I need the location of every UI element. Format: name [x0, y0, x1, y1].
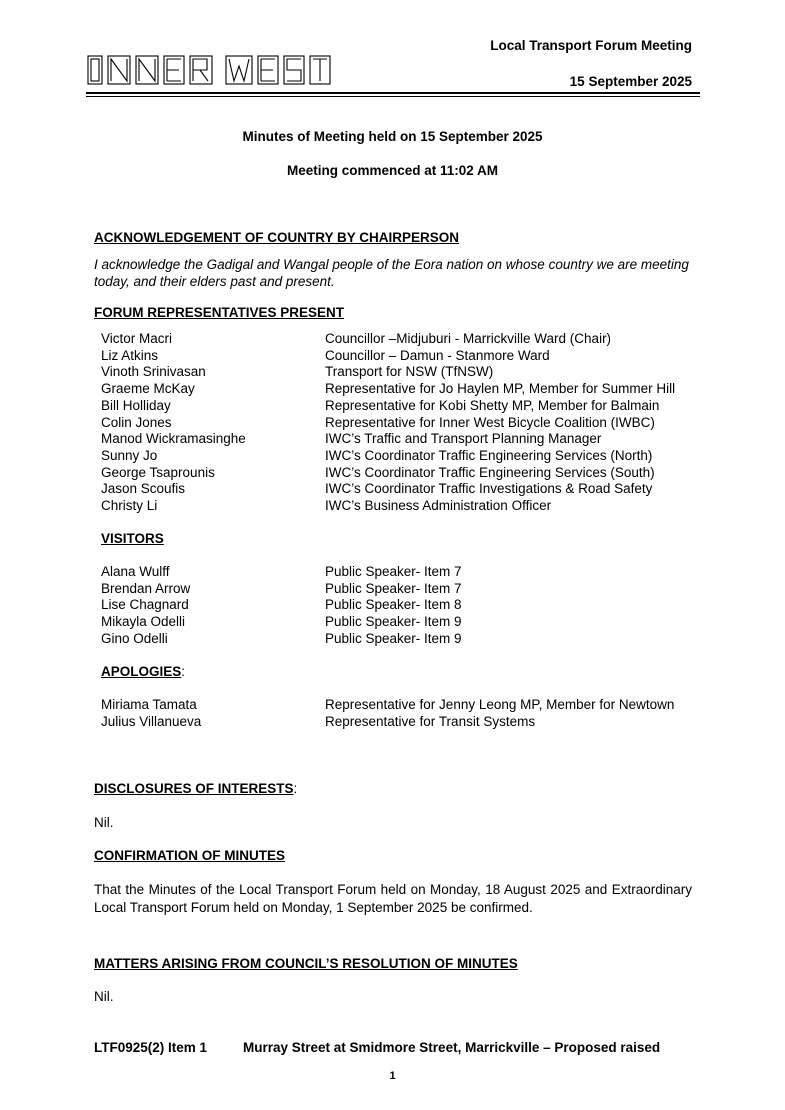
acknowledgement-heading: ACKNOWLEDGEMENT OF COUNTRY BY CHAIRPERSON [94, 230, 460, 245]
attendee-role: IWC’s Coordinator Traffic Engineering Services (North) [325, 447, 653, 463]
attendee-role: IWC’s Traffic and Transport Planning Manager [325, 431, 602, 447]
attendee-name: Sunny Jo [101, 447, 158, 463]
table-row [101, 564, 462, 581]
header-date: 15 September 2025 [569, 74, 692, 89]
table-row [101, 398, 675, 415]
attendee-role: Representative for Jo Haylen MP, Member for Summer Hill [325, 381, 676, 397]
table-row [101, 381, 675, 398]
disclosures-text: Nil. [94, 815, 114, 830]
confirmation-text: That the Minutes of the Local Transport Forum held on Monday, 18 August 2025 and Extraordinary Local Transport Forum held on Monday, 1 September 2025 be confirmed. [94, 882, 692, 915]
attendee-role: IWC’s Coordinator Traffic Investigations & Road Safety [325, 481, 653, 497]
table-row [101, 415, 675, 432]
table-row [101, 614, 462, 631]
visitor-name: Gino Odelli [101, 630, 168, 646]
table-row [101, 465, 675, 482]
table-row [101, 481, 675, 498]
attendee-name: Graeme McKay [101, 381, 195, 397]
disclosures-colon: : [293, 781, 298, 796]
representatives-heading: FORUM REPRESENTATIVES PRESENT [94, 305, 345, 320]
attendee-name: Colin Jones [101, 414, 172, 430]
visitors-table [101, 564, 462, 648]
table-row [101, 714, 674, 731]
attendee-role: IWC’s Business Administration Officer [325, 498, 552, 514]
table-row [101, 581, 462, 598]
confirmation-heading: CONFIRMATION OF MINUTES [94, 848, 285, 863]
apology-role: Representative for Transit Systems [325, 713, 536, 729]
apology-name: Julius Villanueva [101, 713, 202, 729]
representatives-table [101, 331, 675, 515]
attendee-name: Jason Scoufis [101, 481, 186, 497]
header-rule-thin [86, 96, 700, 97]
attendee-role: Councillor – Damun - Stanmore Ward [325, 347, 550, 363]
table-row [101, 631, 462, 648]
visitor-name: Brendan Arrow [101, 580, 191, 596]
forum-title: Local Transport Forum Meeting [490, 38, 692, 53]
item-title: Murray Street at Smidmore Street, Marrickville – Proposed raised [243, 1040, 661, 1055]
apologies-heading: APOLOGIES [101, 664, 182, 679]
attendee-role: Representative for Inner West Bicycle Coalition (IWBC) [325, 414, 655, 430]
acknowledgement-text: I acknowledge the Gadigal and Wangal people of the Eora nation on whose country we are meeting today, and their elders past and present. [94, 257, 689, 289]
visitor-role: Public Speaker- Item 8 [325, 597, 462, 613]
matters-arising-text: Nil. [94, 989, 114, 1004]
table-row [101, 498, 675, 515]
meeting-commenced: Meeting commenced at 11:02 AM [286, 163, 499, 178]
apologies-colon: : [181, 664, 186, 679]
matters-arising-heading: MATTERS ARISING FROM COUNCIL’S RESOLUTION OF MINUTES [94, 956, 518, 971]
page-number: 1 [389, 1070, 396, 1082]
table-row [101, 331, 675, 348]
table-row [101, 364, 675, 381]
attendee-name: Victor Macri [101, 331, 173, 346]
minutes-title: Minutes of Meeting held on 15 September 2025 [242, 129, 543, 144]
attendee-role: Councillor –Midjuburi - Marrickville Ward (Chair) [325, 331, 612, 346]
visitor-role: Public Speaker- Item 7 [325, 580, 462, 596]
visitor-role: Public Speaker- Item 9 [325, 614, 462, 630]
apology-name: Miriama Tamata [101, 697, 197, 712]
apologies-heading-line [101, 664, 185, 679]
item-code: LTF0925(2) Item 1 [94, 1040, 208, 1055]
visitor-role: Public Speaker- Item 9 [325, 630, 462, 646]
table-row [101, 697, 674, 714]
visitors-heading: VISITORS [101, 531, 164, 546]
header-rule [86, 92, 700, 94]
table-row [101, 431, 675, 448]
attendee-role: Representative for Kobi Shetty MP, Member for Balmain [325, 397, 660, 413]
attendee-name: Vinoth Srinivasan [101, 364, 206, 380]
disclosures-heading-line [94, 781, 297, 796]
visitor-name: Mikayla Odelli [101, 614, 186, 630]
attendee-name: Liz Atkins [101, 347, 159, 363]
apology-role: Representative for Jenny Leong MP, Member for Newtown [325, 697, 675, 712]
disclosures-heading: DISCLOSURES OF INTERESTS [94, 781, 294, 796]
table-row [101, 597, 462, 614]
visitor-name: Alana Wulff [101, 564, 170, 579]
table-row [101, 448, 675, 465]
visitor-name: Lise Chagnard [101, 597, 189, 613]
attendee-role: Transport for NSW (TfNSW) [325, 364, 494, 380]
attendee-name: Christy Li [101, 498, 158, 514]
visitor-role: Public Speaker- Item 7 [325, 564, 462, 579]
attendee-name: Bill Holliday [101, 397, 171, 413]
attendee-name: Manod Wickramasinghe [101, 431, 246, 447]
inner-west-logo [86, 50, 334, 90]
table-row [101, 348, 675, 365]
apologies-table [101, 697, 674, 730]
attendee-name: George Tsaprounis [101, 464, 215, 480]
attendee-role: IWC’s Coordinator Traffic Engineering Services (South) [325, 464, 655, 480]
